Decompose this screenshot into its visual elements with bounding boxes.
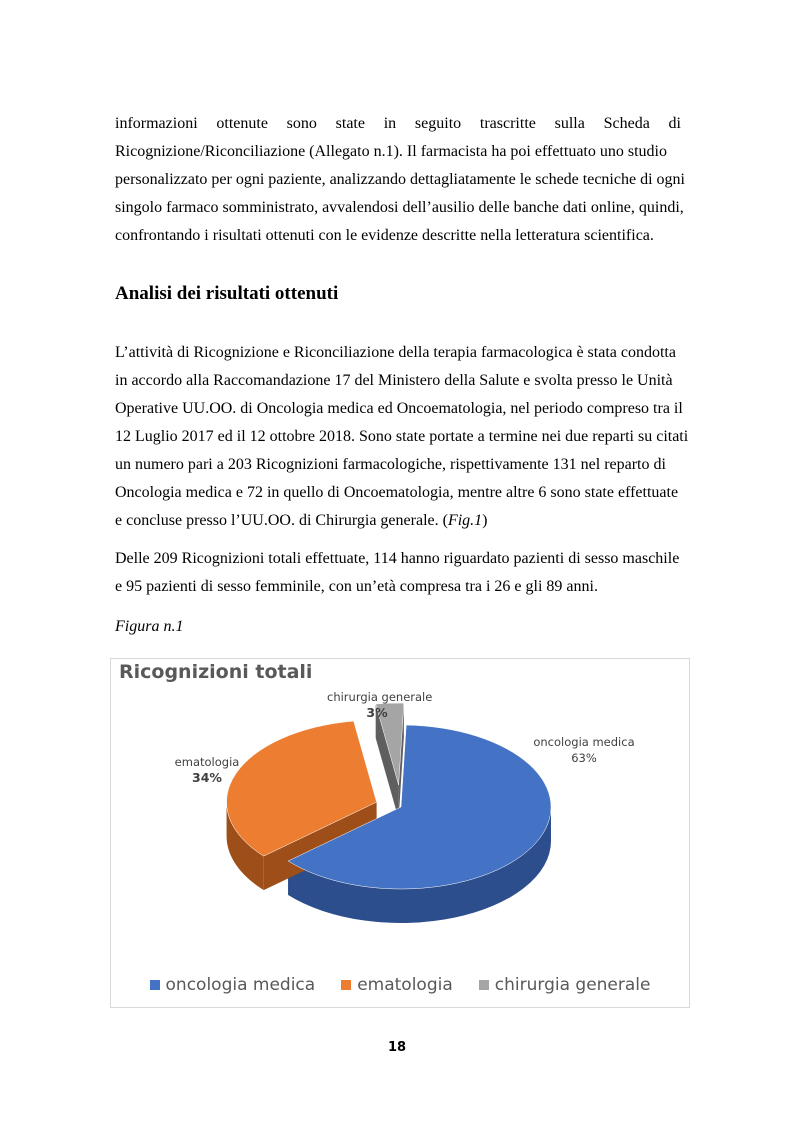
figure-reference-close: )	[482, 512, 488, 529]
text-line-last	[115, 507, 681, 535]
legend-swatch	[150, 980, 160, 990]
legend-label: ematologia	[357, 975, 453, 995]
text-line: Ricognizione/Riconciliazione (Allegato n.1). Il farmacista ha poi effettuato uno studio	[115, 143, 667, 160]
data-label-oncologia	[529, 734, 639, 766]
text-segment: e concluse presso l’UU.OO. di Chirurgia generale.	[115, 512, 439, 529]
text-line: informazioni ottenute sono state in seguito trascritte sulla Scheda di	[115, 115, 681, 132]
paragraph-intro	[115, 110, 685, 250]
legend-swatch	[479, 980, 489, 990]
data-label-value: 63%	[571, 751, 597, 765]
data-label-category: oncologia medica	[533, 735, 635, 749]
legend-label: oncologia medica	[165, 975, 316, 995]
figure-caption: Figura n.1	[115, 618, 184, 635]
figure-reference-open: (	[442, 512, 448, 529]
text-line: Operative UU.OO. di Oncologia medica ed Oncoematologia, nel periodo compreso tra il	[115, 400, 683, 417]
legend-item-oncologia	[150, 973, 316, 997]
chart-legend	[111, 973, 689, 997]
legend-item-ematologia	[341, 973, 453, 997]
text-line: 12 Luglio 2017 ed il 12 ottobre 2018. Sono state portate a termine nei due reparti su citati	[115, 428, 689, 445]
legend-item-chirurgia	[479, 973, 651, 997]
data-label-category: ematologia	[174, 755, 240, 769]
text-line: confrontando i risultati ottenuti con le evidenze descritte nella letteratura scientifica.	[115, 227, 654, 244]
data-label-category: chirurgia generale	[327, 690, 433, 704]
data-label-value: 3%	[366, 705, 388, 720]
text-line: Oncologia medica e 72 in quello di Oncoematologia, mentre altre 6 sono state effettuate	[115, 484, 679, 501]
data-label-chirurgia	[327, 689, 433, 721]
section-heading: Analisi dei risultati ottenuti	[115, 283, 339, 304]
paragraph-analysis	[115, 339, 689, 535]
text-line: Delle 209 Ricognizioni totali effettuate, 114 hanno riguardato pazienti di sesso maschile	[115, 550, 680, 567]
text-line: L’attività di Ricognizione e Riconciliazione della terapia farmacologica è stata condotta	[115, 344, 676, 361]
text-line: e 95 pazienti di sesso femminile, con un’età compresa tra i 26 e gli 89 anni.	[115, 578, 598, 595]
legend-swatch	[341, 980, 351, 990]
chart-title: Ricognizioni totali	[119, 661, 313, 683]
data-label-value: 34%	[192, 770, 222, 785]
text-line: un numero pari a 203 Ricognizioni farmacologiche, rispettivamente 131 nel reparto di	[115, 456, 666, 473]
figure-reference: Fig.1	[447, 512, 483, 529]
text-line: singolo farmaco somministrato, avvalendosi dell’ausilio delle banche dati online, quindi,	[115, 199, 684, 216]
text-line: in accordo alla Raccomandazione 17 del Ministero della Salute e svolta presso le Unità	[115, 372, 673, 389]
text-line: personalizzato per ogni paziente, analizzando dettagliatamente le schede tecniche di ogni	[115, 171, 685, 188]
data-label-ematologia	[171, 754, 243, 786]
paragraph-demographics	[115, 545, 681, 601]
page-number: 18	[387, 1040, 407, 1055]
legend-label: chirurgia generale	[494, 975, 651, 995]
pie-chart	[110, 658, 690, 1008]
